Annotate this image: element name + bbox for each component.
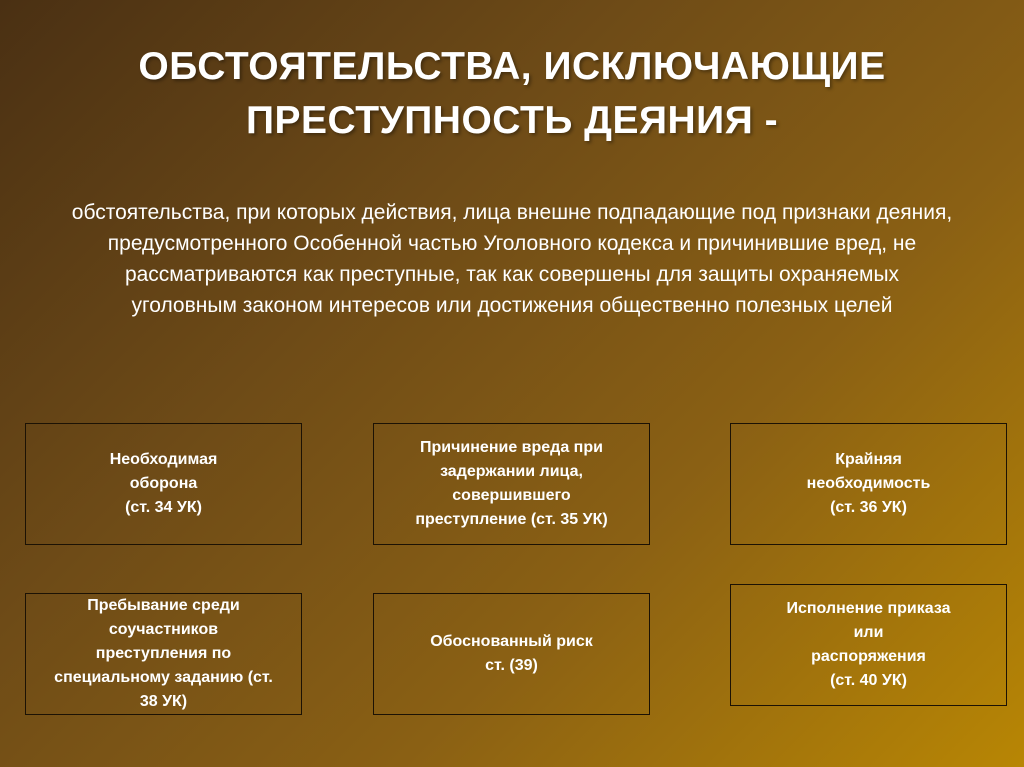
box-extreme-necessity (730, 423, 1007, 545)
box-label: Исполнение приказа или распоряжения (ст. 40 УК) (786, 600, 951, 689)
box-label: Необходимая оборона (ст. 34 УК) (109, 451, 218, 516)
box-necessary-defense (25, 423, 302, 545)
definition-text: обстоятельства, при которых действия, лица внешне подпадающие под признаки деяния, предусмотренного Особенной частью Уголовного кодекса и причинившие вред, не рассматриваются как преступные, так как совершены для защиты охраняемых уголовным законом интересов или достижения общественно полезных целей (71, 201, 953, 317)
box-label: Обоснованный риск ст. (39) (430, 633, 593, 674)
box-label: Причинение вреда при задержании лица, совершившего преступление (ст. 35 УК) (415, 439, 608, 528)
box-execution-of-order (730, 584, 1007, 706)
title-line-1: ОБСТОЯТЕЛЬСТВА, ИСКЛЮЧАЮЩИЕ (138, 45, 886, 88)
box-label: Пребывание среди соучастников преступления по специальному заданию (ст. 38 УК) (54, 597, 273, 710)
slide-title (0, 40, 1024, 148)
title-line-2: ПРЕСТУПНОСТЬ ДЕЯНИЯ - (245, 99, 779, 142)
box-harm-during-detention (373, 423, 650, 545)
box-special-assignment (25, 593, 302, 715)
box-justified-risk (373, 593, 650, 715)
box-label: Крайняя необходимость (ст. 36 УК) (806, 451, 931, 516)
